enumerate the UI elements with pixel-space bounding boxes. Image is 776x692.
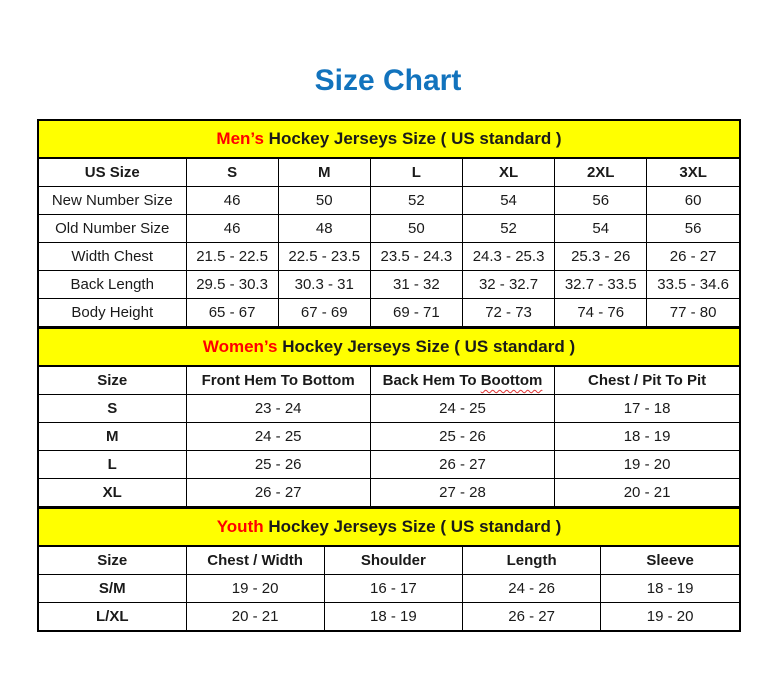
mens-section-title-highlight: Men’s: [216, 129, 264, 148]
row-label: M: [39, 423, 186, 451]
column-header: 3XL: [647, 158, 739, 187]
column-header: Shoulder: [324, 546, 462, 575]
row-label: Back Length: [39, 271, 186, 299]
table-row: [39, 451, 739, 479]
column-header: Chest / Pit To Pit: [555, 366, 739, 395]
table-cell: 46: [186, 187, 278, 215]
table-cell: 29.5 - 30.3: [186, 271, 278, 299]
youth-section-title-highlight: Youth: [216, 517, 264, 536]
table-cell: 22.5 - 23.5: [278, 243, 370, 271]
table-cell: 72 - 73: [462, 299, 554, 327]
size-chart-table-group: [37, 119, 741, 632]
mens-size-table: [39, 121, 739, 327]
table-cell: 48: [278, 215, 370, 243]
column-header: XL: [462, 158, 554, 187]
table-cell: 30.3 - 31: [278, 271, 370, 299]
table-cell: 24 - 25: [370, 395, 554, 423]
table-cell: 74 - 76: [555, 299, 647, 327]
table-row: [39, 395, 739, 423]
column-header: Size: [39, 366, 186, 395]
column-header: Front Hem To Bottom: [186, 366, 370, 395]
table-cell: 17 - 18: [555, 395, 739, 423]
table-cell: 32 - 32.7: [462, 271, 554, 299]
table-cell: 46: [186, 215, 278, 243]
table-cell: 25 - 26: [186, 451, 370, 479]
table-row: [39, 479, 739, 507]
youth-section-band: [39, 508, 739, 546]
table-row: [39, 575, 739, 603]
column-header: L: [370, 158, 462, 187]
column-header: US Size: [39, 158, 186, 187]
table-cell: 19 - 20: [555, 451, 739, 479]
table-cell: 26 - 27: [370, 451, 554, 479]
table-cell: 77 - 80: [647, 299, 739, 327]
table-cell: 69 - 71: [370, 299, 462, 327]
table-cell: 50: [370, 215, 462, 243]
table-cell: 23.5 - 24.3: [370, 243, 462, 271]
youth-section-title-rest: Hockey Jerseys Size ( US standard ): [263, 517, 562, 536]
table-cell: 54: [555, 215, 647, 243]
table-row: [39, 603, 739, 631]
page-title: Size Chart: [314, 64, 462, 97]
table-cell: 19 - 20: [601, 603, 739, 631]
column-header: Chest / Width: [186, 546, 324, 575]
table-cell: 65 - 67: [186, 299, 278, 327]
column-header: S: [186, 158, 278, 187]
row-label: New Number Size: [39, 187, 186, 215]
table-cell: 23 - 24: [186, 395, 370, 423]
womens-section-title-highlight: Women’s: [202, 337, 278, 356]
womens-section-band: [39, 328, 739, 366]
table-cell: 50: [278, 187, 370, 215]
column-header: Sleeve: [601, 546, 739, 575]
table-cell: 60: [647, 187, 739, 215]
table-cell: 18 - 19: [601, 575, 739, 603]
table-cell: 18 - 19: [555, 423, 739, 451]
table-cell: 26 - 27: [186, 479, 370, 507]
table-cell: 24 - 25: [186, 423, 370, 451]
table-cell: 20 - 21: [186, 603, 324, 631]
column-header: 2XL: [555, 158, 647, 187]
table-cell: 31 - 32: [370, 271, 462, 299]
table-cell: 20 - 21: [555, 479, 739, 507]
mens-section-title-rest: Hockey Jerseys Size ( US standard ): [263, 129, 562, 148]
womens-section-title-rest: Hockey Jerseys Size ( US standard ): [277, 337, 576, 356]
row-label: Old Number Size: [39, 215, 186, 243]
table-cell: 56: [647, 215, 739, 243]
table-row: [39, 187, 739, 215]
mens-header-row: [39, 158, 739, 187]
misspelled-word: Boottom: [480, 372, 543, 389]
mens-section-title: [39, 121, 739, 158]
table-cell: 26 - 27: [463, 603, 601, 631]
table-cell: 24 - 26: [463, 575, 601, 603]
youth-header-row: [39, 546, 739, 575]
table-cell: 18 - 19: [324, 603, 462, 631]
table-row: [39, 243, 739, 271]
womens-header-row: [39, 366, 739, 395]
table-row: [39, 423, 739, 451]
column-header: [370, 366, 554, 395]
youth-size-table: [39, 507, 739, 630]
table-cell: 56: [555, 187, 647, 215]
mens-section-band: [39, 121, 739, 158]
table-cell: 24.3 - 25.3: [462, 243, 554, 271]
table-row: [39, 299, 739, 327]
column-header-text: Back Hem To: [382, 372, 481, 389]
table-cell: 21.5 - 22.5: [186, 243, 278, 271]
table-cell: 19 - 20: [186, 575, 324, 603]
row-label: S: [39, 395, 186, 423]
table-cell: 33.5 - 34.6: [647, 271, 739, 299]
row-label: Width Chest: [39, 243, 186, 271]
womens-size-table: [39, 327, 739, 507]
column-header: Length: [463, 546, 601, 575]
row-label: L/XL: [39, 603, 186, 631]
column-header: Size: [39, 546, 186, 575]
table-cell: 52: [370, 187, 462, 215]
table-cell: 32.7 - 33.5: [555, 271, 647, 299]
row-label: S/M: [39, 575, 186, 603]
table-cell: 52: [462, 215, 554, 243]
row-label: Body Height: [39, 299, 186, 327]
youth-section-title: [39, 508, 739, 546]
table-cell: 25.3 - 26: [555, 243, 647, 271]
table-cell: 26 - 27: [647, 243, 739, 271]
column-header: M: [278, 158, 370, 187]
row-label: XL: [39, 479, 186, 507]
table-cell: 25 - 26: [370, 423, 554, 451]
table-cell: 54: [462, 187, 554, 215]
table-cell: 67 - 69: [278, 299, 370, 327]
table-cell: 27 - 28: [370, 479, 554, 507]
table-row: [39, 271, 739, 299]
table-cell: 16 - 17: [324, 575, 462, 603]
table-row: [39, 215, 739, 243]
womens-section-title: [39, 328, 739, 366]
row-label: L: [39, 451, 186, 479]
